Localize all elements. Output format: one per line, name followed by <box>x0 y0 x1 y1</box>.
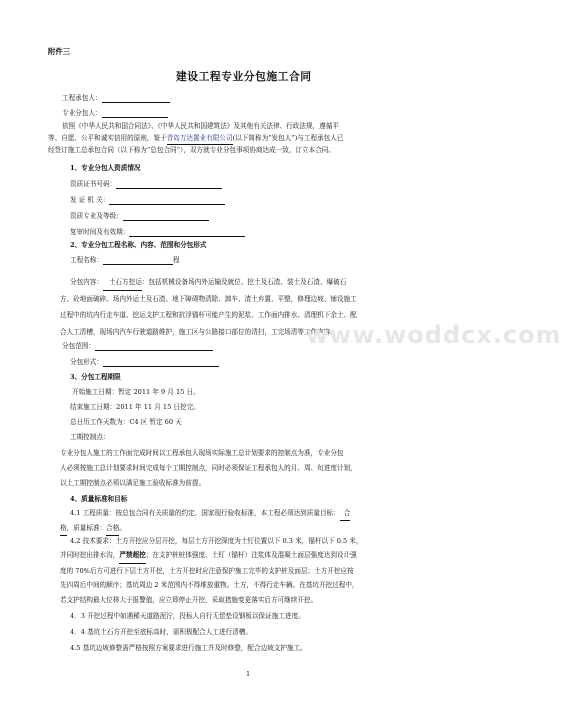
content-text: ：包括机械设备场内外运输及就位、挖土及石渣、装土及石渣、爆破石 <box>141 278 347 286</box>
intro-paragraph <box>48 121 448 157</box>
annex-label: 附件三 <box>48 47 71 56</box>
project-name-blank <box>103 256 173 265</box>
control-line-3: 以上工期控制点必须以满足施工验收标准为前提。 <box>60 479 206 488</box>
content-line-1 <box>70 274 448 291</box>
contractor-label: 工程承包人： <box>62 94 102 102</box>
clause-4-4: 4．4 基坑土石方开挖至底标高时，需积极配合人工进行清槽。 <box>70 628 252 636</box>
page-number: 1 <box>246 670 251 678</box>
issuer-line <box>70 196 225 205</box>
form-label: 分包形式： <box>70 358 103 366</box>
control-label: 工期控制点： <box>70 433 110 441</box>
tech-paragraph <box>62 534 448 607</box>
section3-heading: 3、分包工程期限 <box>70 373 121 381</box>
subcontractor-line <box>62 109 168 118</box>
total-days: 总日历工作天数为：C4 区 暂定 60 天 <box>70 418 182 426</box>
level-blank <box>123 212 209 221</box>
document-title: 建设工程专业分包施工合同 <box>176 70 312 83</box>
quality-standard: 合格 <box>106 521 119 536</box>
quality-target-cont: 格 <box>60 521 67 536</box>
content-line-2: 方、砼地面破碎、场内外运土及石渣、地下障碍物清除、卸车、渣土弃置、平整，修理边坡、铺设施工 <box>60 295 357 304</box>
tech-line-5: 若支护结构最大位移大于报警值，应立即停止开挖，采取措施变更落实后方可继续开挖。 <box>60 595 318 604</box>
intro-line-1: 依照《中华人民共和国合同法》、《中华人民共和国建筑法》及其他有关法律、行政法规，遵循平 <box>62 122 339 130</box>
scope-blank <box>95 342 213 351</box>
contractor-line <box>62 94 170 103</box>
no-overdig-emphasis: 严禁超挖 <box>119 548 145 563</box>
content-line-3: 过程中的坑内行走车道、挖运支护工程和抗浮锚杆可能产生的泥浆、工作面内排水、清理机下余土、配 <box>60 311 357 320</box>
review-blank <box>129 228 245 237</box>
section1-heading: 1、专业分包人资质情况 <box>70 164 141 172</box>
quality-text: 4.1 工程质量：按总包合同有关质量的约定、国家现行验收标准，本工程必须达到质量目标： <box>70 509 340 517</box>
review-line <box>70 228 245 237</box>
tech-line-3: 度的 70%后方可进行下层土方开挖，土方开挖时应注意保护施工完毕的支护桩及面层；土方开挖应按 <box>60 566 354 575</box>
level-label: 资质专业及等级： <box>70 212 123 220</box>
cert-blank <box>116 180 222 189</box>
tech-line-1: 4.2 技术要求：土方开挖应分层开挖，每层土方开挖深度为土钉位置以下 0.3 米，锚杆以下 0.5 米， <box>70 537 363 545</box>
issuer-blank <box>109 196 225 205</box>
intro-line-2 <box>48 133 448 146</box>
watermark: www.woddcx.com <box>306 321 562 349</box>
subcontractor-blank <box>102 109 168 118</box>
review-label: 复审时间及有效期： <box>70 228 130 236</box>
quality-end: 。 <box>119 524 126 532</box>
cert-line <box>70 180 222 189</box>
form-line <box>70 358 219 367</box>
project-name-line <box>70 256 180 265</box>
control-paragraph <box>62 446 448 492</box>
developer-company: 青岛万达置业有限公司 <box>167 133 233 146</box>
quality-line-1 <box>70 506 448 521</box>
content-value: 土石方挖运 <box>103 274 142 291</box>
section4-heading: 4、质量标准和目标 <box>70 495 128 503</box>
tech-line-4: 先四周后中间的顺序；基坑周边 2 米范围内不得堆放重物。土方，不得行走车辆。在基坑开挖过程中， <box>60 581 359 590</box>
subcontractor-label: 专业分包人： <box>62 109 102 117</box>
quality-paragraph <box>62 506 448 536</box>
section2-heading: 2、专业分包工程名称、内容、范围和分包形式 <box>70 241 207 249</box>
content-label: 分包内容： <box>70 278 103 286</box>
scope-label: 分包范围： <box>62 342 95 350</box>
contractor-blank <box>102 94 170 103</box>
control-line-2: 人必须按施工总计划要求时间完成每个工期控制点，同时必须保证工程承包人的月、周、旬进度计划， <box>60 464 357 473</box>
project-name-suffix: 程 <box>172 256 180 264</box>
tech-text: ；在支护桩桩体强度、土钉（锚杆）注浆体及混凝土面层强度达到设计强 <box>145 551 357 560</box>
clause-4-5: 4.5 基坑边坡修整需严格按照方案要求进行施工并及时修整，配合边坡支护施工。 <box>70 644 307 652</box>
issuer-label: 发 证 机 关： <box>70 196 110 204</box>
start-date: 开始施工日期：暂定 2011 年 9 月 15 日。 <box>72 388 200 396</box>
scope-line <box>62 342 213 351</box>
quality-std-label: ，质量标准： <box>66 524 107 532</box>
level-line <box>70 212 209 221</box>
clause-4-3: 4．3 开挖过程中如遇稀天道路泥泞，投标人自行无偿垫设钢板以保证施工进度。 <box>70 612 305 620</box>
tech-line-2 <box>60 548 448 563</box>
quality-target: 合 <box>340 506 351 521</box>
project-name-label: 工程名称： <box>70 256 103 264</box>
intro-text: (以下简称为“发包人”)与工程承包人已 <box>232 133 344 142</box>
content-line-4: 合人工清槽，现场内汽车行驶道路维护，施工区与公路接口部位的清扫，工完场清等工作内容。 <box>60 327 337 336</box>
cert-label: 资质证书号码： <box>70 180 117 188</box>
end-date: 结束施工日期：2011 年 11 月 15 日挖完。 <box>70 403 200 411</box>
intro-line-3: 经签订施工总承包合同（以下称为“总包合同”），双方就专业分包事项协商达成一致，订立本合同。 <box>48 146 335 154</box>
control-line-1: 专业分包人施工的工作面完成时间以工程承包人现场实际施工总计划要求的控制点为准，专业分包 <box>60 449 344 457</box>
tech-text: 并同时挖出排水沟， <box>60 551 120 560</box>
intro-text: 等、自愿、公平和诚实信用的原则，鉴于 <box>48 133 167 142</box>
form-blank <box>103 358 219 367</box>
